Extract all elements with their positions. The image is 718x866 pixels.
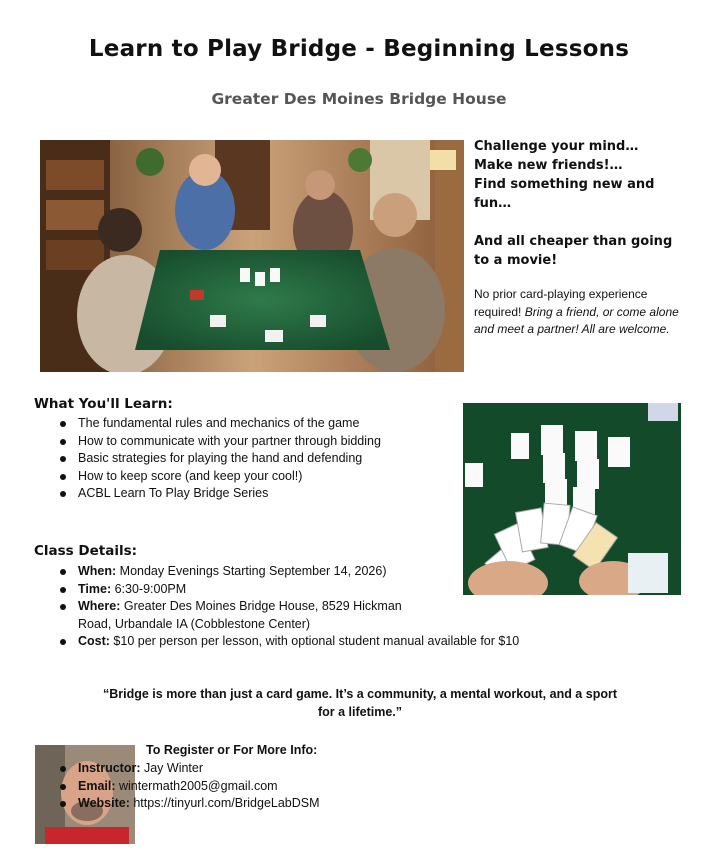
page-title: Learn to Play Bridge - Beginning Lessons bbox=[88, 36, 630, 62]
learn-list bbox=[56, 415, 456, 503]
contact-list bbox=[56, 760, 476, 813]
tagline-movie: And all cheaper than going to a movie! bbox=[474, 234, 673, 268]
people-playing-bridge-photo bbox=[40, 140, 464, 372]
tagline-challenge: Challenge your mind… bbox=[474, 139, 639, 154]
intro-text bbox=[474, 286, 689, 339]
detail-time: Time: 6:30-9:00PM bbox=[56, 581, 576, 599]
detail-when: When: Monday Evenings Starting September 14, 2026) bbox=[56, 563, 576, 581]
details-heading: Class Details: bbox=[34, 543, 138, 559]
intro-plain: No prior card-playing experience required! bbox=[474, 287, 648, 319]
list-item: The fundamental rules and mechanics of the game bbox=[56, 415, 456, 433]
tagline-friends: Make new friends!… bbox=[474, 158, 623, 173]
quote: “Bridge is more than just a card game. It’s a community, a mental workout, and a sport for a lifetime.” bbox=[102, 687, 617, 719]
page-subtitle: Greater Des Moines Bridge House bbox=[211, 90, 507, 108]
details-list bbox=[56, 563, 576, 651]
detail-cost: Cost: $10 per person per lesson, with optional student manual available for $10 bbox=[56, 633, 576, 651]
intro-italic: Bring a friend, or come alone and meet a partner! All are welcome. bbox=[474, 304, 679, 336]
list-item: Basic strategies for playing the hand and defending bbox=[56, 450, 456, 468]
learn-heading: What You'll Learn: bbox=[34, 396, 173, 412]
contact-instructor: Instructor: Jay Winter bbox=[56, 760, 476, 778]
contact-email[interactable]: Email: wintermath2005@gmail.com bbox=[56, 778, 476, 796]
list-item: ACBL Learn To Play Bridge Series bbox=[56, 485, 456, 503]
website-link[interactable]: https://tinyurl.com/BridgeLabDSM bbox=[129, 796, 320, 810]
tagline-fun: Find something new and fun… bbox=[474, 177, 655, 211]
list-item: How to keep score (and keep your cool!) bbox=[56, 468, 456, 486]
list-item: How to communicate with your partner through bidding bbox=[56, 433, 456, 451]
detail-where: Where: Greater Des Moines Bridge House, 8529 Hickman Road, Urbandale IA (Cobblestone Center) bbox=[56, 598, 436, 633]
contact-website[interactable]: Website: https://tinyurl.com/BridgeLabDSM bbox=[56, 795, 476, 813]
email-link[interactable]: wintermath2005@gmail.com bbox=[115, 778, 278, 793]
register-heading: To Register or For More Info: bbox=[146, 743, 318, 757]
taglines bbox=[474, 137, 684, 270]
